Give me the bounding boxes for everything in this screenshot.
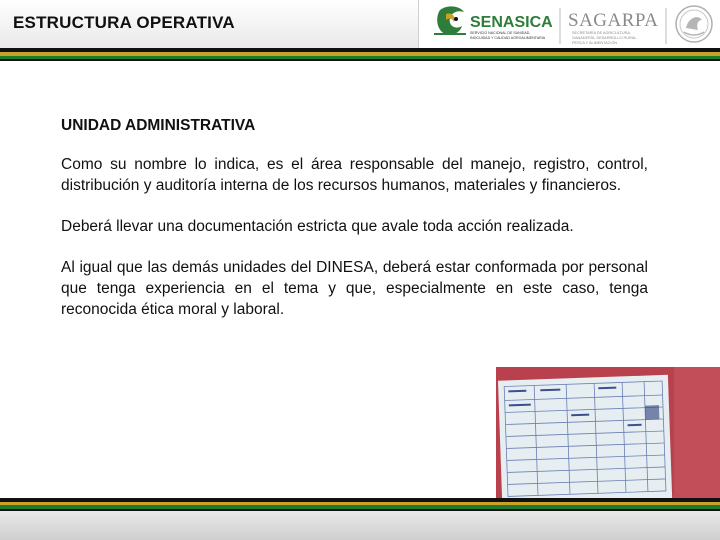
agency-logos bbox=[426, 0, 720, 48]
sagarpa-subtitle-3: PESCA Y ALIMENTACIÓN bbox=[572, 41, 618, 45]
section-heading: UNIDAD ADMINISTRATIVA bbox=[61, 117, 256, 134]
sagarpa-logo bbox=[568, 10, 658, 45]
slide-title: ESTRUCTURA OPERATIVA bbox=[13, 13, 235, 32]
paragraph-3: Al igual que las demás unidades del DINESA, deberá estar conformada por personal que tenga experiencia en el tema y que, especialmente en este caso, tenga reconocida ética moral y laboral. bbox=[61, 259, 648, 318]
coat-of-arms-icon bbox=[676, 6, 712, 42]
logos-area bbox=[426, 0, 720, 48]
senasica-wordmark: SENASICA bbox=[470, 14, 553, 31]
slide-content bbox=[61, 115, 648, 340]
senasica-subtitle-2: INOCUIDAD Y CALIDAD AGROALIMENTARIA bbox=[470, 36, 546, 40]
senasica-logo bbox=[434, 6, 553, 40]
sagarpa-subtitle-2: GANADERÍA, DESARROLLO RURAL, bbox=[572, 36, 638, 40]
header-stripe-black-2 bbox=[0, 59, 720, 61]
sagarpa-subtitle-1: SECRETARÍA DE AGRICULTURA, bbox=[572, 31, 631, 35]
sagarpa-wordmark: SAGARPA bbox=[568, 10, 659, 31]
paragraph-2: Deberá llevar una documentación estricta que avale toda acción realizada. bbox=[61, 218, 574, 235]
paragraph-1: Como su nombre lo indica, es el área responsable del manejo, registro, control, distribución y auditoría interna de los recursos humanos, materiales y financieros. bbox=[61, 156, 648, 194]
title-banner bbox=[0, 0, 419, 48]
footer-bar bbox=[0, 511, 720, 540]
senasica-subtitle-1: SERVICIO NACIONAL DE SANIDAD, bbox=[470, 31, 531, 35]
form-photo-image bbox=[496, 367, 720, 500]
footer-stripes bbox=[0, 498, 720, 540]
slide-header bbox=[0, 0, 720, 52]
document-photo bbox=[496, 367, 720, 500]
